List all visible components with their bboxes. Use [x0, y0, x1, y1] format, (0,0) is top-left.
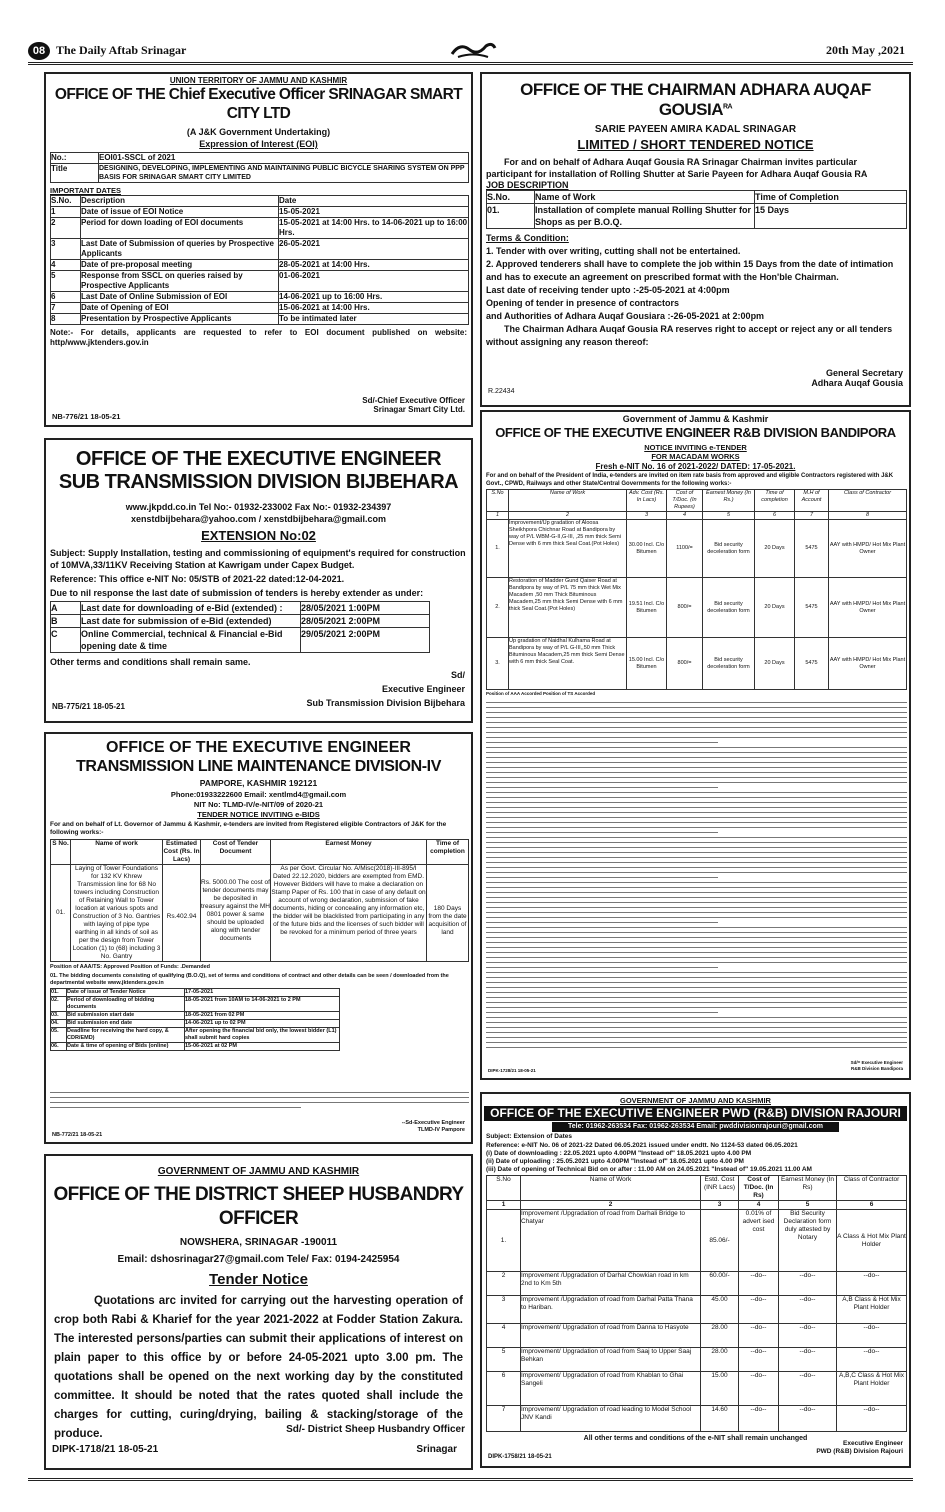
pampore-ad	[44, 732, 473, 1144]
bandipora-table: S.No Name of Work Adv. Cost (Rs. In Lacs) Cost of T/Doc. (In Rupees) Earnest Money (In Rs.) Time of completion M.H of Account Class of Contractor 1 2 3 4 5 6 7 8 1. Improvement/Up gradation of Aloosa Sheikhpora Chichnar Road at Bandipora by way of P/L WBM-G-II,G-III, ,25 mm thick Semi Dense with 6 mm thick Seal Coat.(Pot Holes) 30.00 Incl. C/o Bitumen 1100/= Bid security deceleration form 20 Days 5475 AAY with HMPD/ Hot Mix Plant Owner 2. Restoration of Madder Gund Qaiser Road at Bandipora by way of P/L 75 mm thick Wet Mix Macadem ,50 mm Thick Bituminous Macadem,25 mm thick Semi Dense with 6 mm thick Seal Coat.(Pot Holes) 19.51 Incl. C/o Bitumen 800/= Bid security deceleration form 20 Days 5475 AAY with HMPD/ Hot Mix Plant Owner 3. Up gradation of Naidhal Kulhama Road at Bandipora by way of P/L G-III,,50 mm Thick Bituminous Macadem,25 mm thick Semi Dense with 6 mm thick Seal Coat. 15.00 Incl. C/o Bitumen 800/= Bid security deceleration form 20 Days 5475 AAY with HMPD/ Hot Mix Plant Owner	[486, 489, 907, 690]
fine-print-line	[486, 1032, 907, 1033]
bandipora-title: OFFICE OF THE EXECUTIVE ENGINEER R&B DIVISION BANDIPORA	[495, 425, 896, 440]
table-row: 3 Last Date of Submission of queries by Prospective Applicants 26-05-2021	[51, 239, 469, 260]
smart-city-signature: Sd/-Chief Executive Officer Srinagar Smart City Ltd.	[362, 396, 465, 414]
fine-print-line	[486, 852, 907, 853]
fine-print-line	[486, 932, 907, 933]
terms-heading: Terms & Condition:	[486, 233, 569, 243]
fine-print-line	[486, 767, 907, 768]
pampore-table: S No. Name of work Estimated Cost (Rs. In Lacs) Cost of Tender Document Earnest Money Time of completion 01. Laying of Tower Foundations for 132 KV Khrew Transmission line for 68 No towers including Construction of Retaining Wall to Tower location at various spots and Construction of 3 No. Gantries with laying of pipe type earthing in all kinds of soil as per the design from Tower Location (1) to (68) including 3 No. Gantry Rs.402.94 Rs. 5000.00 The cost of tender documents may be deposited in treasury against the MH 0801 power & same should be uploaded along with tender documents As per Govt. Circular No. A/Misc(2018)-III-895/I Dated 22.12.2020, bidders are exempted from EMD. However Bidders will have to make a declaration on Stamp Paper of Rs. 100 that in case of any default on account of wrong declaration, submission of fake documents, hiding or concealing any information etc, the bidder will be blacklisted from participating in any of the future bids and the licenses of such bidder will be revoked for a minimum period of three years 180 Days from the date acquisition of land	[52, 840, 467, 960]
bijbehara-due: Due to nil response the last date of submission of tenders is hereby extender as under:	[50, 588, 424, 598]
col-date: Date	[279, 196, 469, 207]
auqaf-intro: For and on behalf of Adhara Auqaf Gousia RA Srinagar Chairman invites particular participant for installation of Rolling Shutter at Sarie Payeen for Adhara Auqaf Gousia RA	[486, 157, 868, 179]
fine-print-line	[486, 1012, 718, 1013]
sheep-title: OFFICE OF THE DISTRICT SHEEP HUSBANDRY OFFICER	[53, 1184, 464, 1229]
auqaf-table: S.No. Name of Work Time of Completion 01. Installation of complete manual Rolling Shutter for Shops as per B.O.Q. 15 Days	[486, 190, 907, 229]
table-row: A Last date for downloading of e-Bid (extended) : 28/05/2021 1:00PM	[51, 602, 430, 615]
auqaf-title: OFFICE OF THE CHAIRMAN ADHARA AUQAF $GOUSIA^{RA}$	[520, 80, 871, 119]
sheep-husbandry-ad	[44, 1154, 473, 1470]
ut-heading: UNION TERRITORY OF JAMMU AND KASHMIR	[169, 76, 348, 85]
no-label: No.:	[51, 153, 99, 164]
fine-print-line	[486, 747, 907, 748]
bijbehara-table	[50, 601, 430, 653]
table-row: 6 Improvement/ Upgradation of road from Khablan to Ghai Sangeli 15.00 --do-- --do-- A,B,C Class & Hot Mix Plant Holder	[487, 1372, 907, 1406]
sheep-email: Email: dshosrinagar27@gmail.com Tele/ Fax: 0194-2425954	[117, 1254, 400, 1265]
bandipora-position: Position of AAA Accorded Position of TS Accorded	[486, 691, 596, 696]
footer-rule	[28, 1478, 913, 1481]
bandipora-signature: Sd/= Executive Engineer R&B Division Bandipora	[850, 1060, 903, 1071]
table-row: 1. Improvement /Upgradation of road from Darhali Bridge to Chatyar 85.06/- 0.01% of advert ised cost Bid Security Declaration form duly attested by Notary A Class & Hot Mix Plant Holder	[487, 1210, 907, 1272]
title-label: Title	[51, 164, 99, 183]
bandipora-gov: Government of Jammu & Kashmir	[622, 414, 769, 424]
bijbehara-ad	[44, 438, 473, 723]
fine-print-line	[486, 807, 907, 808]
rajouri-other: All other terms and conditions of the e-NIT shall remain unchanged	[583, 1435, 808, 1442]
fine-print-line	[486, 967, 718, 968]
fine-print-line	[486, 702, 907, 703]
smart-city-ad	[44, 72, 473, 427]
rajouri-table: S.No Name of Work Estd. Cost (INR Lacs) Cost of T/Doc. (In Rs) Earnest Money (In Rs) Class of Contractor 1 2 3 4 5 6 1. Improvement /Upgradation of road from Darhali Bridge to Chatyar 85.06/- 0.01% of advert ised cost Bid Security Declaration form duly attested by Notary A Class & Hot Mix Plant Holder 2 Improvement /Upgradation of Darhal Chowkian road in km 2nd to Km 5th 60.00/- --do-- --do-- --do-- 3 Improvement /Upgradation of road from Darhal Patta Thana to Hariban. 45.00 --do-- --do-- A,B Class & Hot Mix Plant Holder 4 Improvement/ Upgradation of road from Danna to Hasyote 28.00 --do-- --do-- --do-- 5 Improvement/ Upgradation of road from Saaj to Upper Saaj Behkan 28.00 --do-- --do-- --do-- 6 Improvement/ Upgradation of road from Khablan to Ghai Sangeli 15.00 --do-- --do-- A,B,C Class & Hot Mix Plant Holder 7 Improvement/ Upgradation of road leading to Model School JNV Kandi 14.60 --do-- --do-- --do--	[486, 1175, 907, 1432]
pampore-title1: OFFICE OF THE EXECUTIVE ENGINEER	[106, 739, 411, 756]
bijbehara-title1: OFFICE OF THE EXECUTIVE ENGINEER	[75, 448, 442, 470]
fine-print-line	[486, 947, 907, 948]
rajouri-contact-bar	[552, 1122, 839, 1132]
eoi-header-table	[50, 152, 469, 183]
fine-print-line	[486, 872, 907, 873]
table-row: 3 Improvement /Upgradation of road from Darhal Patta Thana to Hariban. 45.00 --do-- --do-- A,B Class & Hot Mix Plant Holder	[487, 1296, 907, 1324]
fine-print-line	[486, 762, 907, 763]
bandipora-ad	[480, 410, 911, 1080]
table-row: 1. Improvement/Up gradation of Aloosa Sheikhpora Chichnar Road at Bandipora by way of P/L WBM-G-II,G-III, ,25 mm thick Semi Dense with 6 mm thick Seal Coat.(Pot Holes) 30.00 Incl. C/o Bitumen 1100/= Bid security deceleration form 20 Days 5475 AAY with HMPD/ Hot Mix Plant Owner	[487, 520, 907, 578]
fine-print-line	[486, 917, 907, 918]
fine-print-line	[486, 772, 907, 773]
fine-print-line	[486, 997, 907, 998]
page-header	[0, 0, 945, 64]
fine-print-line	[486, 992, 907, 993]
fine-print-line	[486, 812, 907, 813]
table-row: 01. Date of issue of Tender Notice 17-05-2021	[51, 989, 340, 997]
fine-print-line	[486, 982, 907, 983]
table-row: 7 Date of Opening of EOI 15-06-2021 at 14:00 Hrs.	[51, 303, 469, 314]
rajouri-signature: Executive Engineer PWD (R&B) Division Rajouri	[816, 1440, 903, 1455]
pampore-nit: NIT No: TLMD-IV/e-NIT/09 of 2020-21	[193, 800, 324, 809]
table-row: 5 Response from SSCL on queries raised by Prospective Applicants 01-06-2021	[51, 271, 469, 292]
fine-print-line	[486, 987, 907, 988]
rajouri-title-bar	[484, 1106, 907, 1121]
fine-print-line	[486, 1022, 907, 1023]
sheep-body: Quotations arc invited for carrying out the harvesting operation of crop both Rabi & Kharief for the year 2021-2022 at Fodder Station Zakura. The interested persons/parties can submit their applications of interest on plain paper to this office by or before 24-05-2021 upto 3.00 pm. The quotations shall be opened on the next working day by the constituted committee. It should be noted that the rates quoted shall include the charges for cutting, curing/drying, bailing & stacking/storage of the produce.	[54, 1295, 463, 1440]
rajouri-gov: GOVERNMENT OF JAMMU AND KASHMIR	[620, 1096, 771, 1105]
rajouri-contact: Tele: 01962-263534 Fax: 01962-263534 Email: pwddivisionrajouri@gmail.com	[568, 1123, 823, 1130]
rajouri-ref: DIPK-1758/21 18-05-21	[488, 1454, 552, 1460]
fine-print-line	[486, 1042, 907, 1043]
fine-print-line	[486, 752, 907, 753]
auqaf-sub2: LIMITED / SHORT TENDERED NOTICE	[577, 137, 814, 152]
fine-print-line	[486, 937, 907, 938]
fine-print-line	[486, 1027, 907, 1028]
important-dates-table	[50, 195, 469, 325]
fine-print-line	[486, 942, 907, 943]
smart-city-sub2: Expression of Interest (EOI)	[199, 139, 318, 149]
rajouri-dates: (i) Date of downloading : 22.05.2021 upto 4.00PM "Instead of" 18.05.2021 upto 4.00 PM (ii) Date of uploading : 25.05.2021 upto 4.00PM "Instead of" 18.05.2021 upto 4.00 PM (iii) Date of opening of Technical Bid on or after : 11.00 AM on 24.05.2021 "Instead of" 19.05.2021 11.00 AM	[486, 1150, 812, 1173]
table-row: 04. Bid submission end date 14-06-2021 up to 02 PM	[51, 1020, 340, 1028]
fine-print-line	[486, 737, 907, 738]
fine-print-line	[486, 857, 907, 858]
pampore-bid-note: 01. The bidding documents consisting of qualifying (B.O.Q), set of terms and conditions of contract and other details can be seen / downloaded from the departmental website www.jktenders.gov.in	[50, 973, 449, 986]
fine-print-line	[486, 882, 907, 883]
smart-city-ref: NB-776/21 18-05-21	[52, 412, 121, 421]
smart-city-title: OFFICE OF THE Chief Executive Officer SRINAGAR SMART CITY LTD	[54, 86, 463, 122]
table-row: 02. Period of downloading of bidding documents 18-05-2021 from 10AM to 14-06-2021 to 2 PM	[51, 997, 340, 1012]
sheep-addr: NOWSHERA, SRINAGAR -190011	[179, 1237, 338, 1248]
smart-city-sub1: (A J&K Government Undertaking)	[186, 127, 331, 137]
sheep-signature: Sd/- District Sheep Husbandry Officer	[286, 1424, 465, 1435]
fine-print-line	[486, 1037, 907, 1038]
fine-print-line	[486, 792, 907, 793]
table-row: 4 Date of pre-proposal meeting 28-05-2021 at 14:00 Hrs.	[51, 260, 469, 271]
rajouri-title: OFFICE OF THE EXECUTIVE ENGINEER PWD (R&B) DIVISION RAJOURI	[490, 1106, 901, 1120]
pampore-intro: For and on behalf of Lt. Governor of Jammu & Kashmir, e-tenders are invited from Registered eligible Contractors of J&K for the following works:-	[50, 821, 447, 836]
rajouri-subject: Subject: Extension of Dates	[486, 1133, 572, 1140]
auqaf-terms: 1. Tender with over writing, cutting shall not be entertained. 2. Approved tenderers shall have to complete the job within 15 Days from the date of intimation and has to execute an agreement on prescribed format with the Hon'ble Chairman. Last date of receiving tender upto :-25-05-2021 at 4:00pm Opening of tender in presence of contractors and Authorities of Adhara Auqaf Gousiara :-26-05-2021 at 2:00pm The Chairman Adhara Auqaf Gousia RA reserves right to accept or reject any or all tenders without assigning any reason thereof:	[486, 246, 894, 347]
fine-print-line	[486, 1002, 907, 1003]
table-row: 5 Improvement/ Upgradation of road from Saaj to Upper Saaj Behkan 28.00 --do-- --do-- --do--	[487, 1348, 907, 1372]
fine-print-line	[486, 1007, 907, 1008]
fine-print-line	[486, 887, 907, 888]
auqaf-ad	[480, 72, 911, 407]
fine-print-line	[486, 722, 907, 723]
pampore-signature: --Sd-Executive Engineer TLMD-IV Pampore	[401, 1120, 465, 1133]
bijbehara-subject: Subject: Supply Installation, testing and commissioning of equipment's required for construction of 10MVA,33/11KV Receiving Station at Kawrigam under Capex Budget.	[50, 548, 466, 570]
fine-print-line	[486, 757, 907, 758]
fine-print-line	[486, 712, 907, 713]
pampore-tender: TENDER NOTICE INVITING e-BIDS	[197, 810, 320, 819]
job-description: JOB DESCRIPTION	[486, 180, 569, 190]
fine-print-line	[486, 867, 907, 868]
fine-print-line	[486, 972, 907, 973]
auqaf-ref: R.22434	[488, 388, 515, 395]
bijbehara-title2: SUB TRANSMISSION DIVISION BIJBEHARA	[58, 471, 459, 493]
table-row: 2 Period for down loading of EOI documents 15-05-2021 at 14:00 Hrs. to 14-06-2021 up to 16:00 Hrs.	[51, 218, 468, 237]
fine-print-line	[486, 727, 907, 728]
bijbehara-reference: Reference: This office e-NIT No: 05/STB of 2021-22 dated:12-04-2021.	[50, 574, 345, 584]
pampore-position: Position of AAA/TS: Approved Position of Funds: .Demanded	[50, 964, 211, 970]
fine-print-line	[486, 797, 907, 798]
table-row: 2. Restoration of Madder Gund Qaiser Road at Bandipora by way of P/L 75 mm thick Wet Mix Macadem ,50 mm Thick Bituminous Macadem,25 mm thick Semi Dense with 6 mm thick Seal Coat.(Pot Holes) 19.51 Incl. C/o Bitumen 800/= Bid security deceleration form 20 Days 5475 AAY with HMPD/ Hot Mix Plant Owner	[487, 578, 907, 638]
fine-print-line	[486, 832, 718, 833]
fine-print-line	[486, 877, 718, 878]
pampore-fine-print	[50, 1092, 469, 1112]
header-rule	[28, 62, 913, 65]
table-row: B Last date for submission of e-Bid (extended) 28/05/2021 2:00PM	[51, 615, 430, 628]
bandipora-nit: Fresh e-NIT No. 16 of 2021-2022/ DATED: 17-05-2021.	[595, 462, 796, 471]
table-row: 4 Improvement/ Upgradation of road from Danna to Hasyote 28.00 --do-- --do-- --do--	[487, 1324, 907, 1348]
page-number: 08	[28, 42, 50, 60]
sheep-place: Srinagar	[416, 1444, 457, 1455]
fine-print-line	[486, 822, 907, 823]
table-row: 1 Date of issue of EOI Notice 15-05-2021	[51, 207, 469, 218]
fine-print-line	[486, 837, 907, 838]
bandipora-intro: For and on behalf of the President of India, e-tenders are invited on item rate basis from approved and eligible Contractors registered with J&K Govt., CPWD, Railways and other State/Central Governments for the following works:-	[486, 473, 894, 487]
fine-print-line	[486, 892, 907, 893]
extension-heading: EXTENSION No:02	[201, 528, 316, 543]
fine-print-line	[486, 927, 907, 928]
fine-print-line	[486, 922, 718, 923]
title-value: DESIGNING, DEVELOPING, IMPLEMENTING AND MAINTAINING PUBLIC BICYCLE SHARING SYSTEM ON PPP BASIS FOR SRINAGAR SMART CITY LIMITED	[99, 164, 469, 183]
sheep-notice: Tender Notice	[209, 1271, 308, 1288]
bijbehara-ref: NB-775/21 18-05-21	[52, 702, 125, 711]
fine-print-line	[486, 847, 907, 848]
fine-print-line	[486, 802, 907, 803]
bandipora-for: FOR MACADAM WORKS	[651, 452, 740, 461]
fine-print-line	[486, 782, 907, 783]
bandipora-notice: NOTICE INVITING e-TENDER	[644, 443, 747, 452]
eoi-note: Note:- For details, applicants are requested to refer to EOI document published on website: http/www.jktenders.gov.in	[50, 328, 467, 347]
table-row: 7 Improvement/ Upgradation of road leading to Model School JNV Kandi 14.60 --do-- --do-- --do--	[487, 1406, 907, 1432]
table-row: 8 Presentation by Prospective Applicants To be intimated later	[51, 314, 469, 325]
bijbehara-contact2: xenstdbijbehara@yahoo.com / xenstdbijbehara@gmail.com	[130, 514, 387, 524]
fine-print-line	[486, 907, 907, 908]
fine-print-line	[486, 912, 907, 913]
fine-print-line	[486, 1047, 907, 1048]
fine-print-line	[486, 742, 718, 743]
newspaper-name: The Daily Aftab Srinagar	[56, 43, 187, 57]
sheep-ref: DIPK-1718/21 18-05-21	[52, 1444, 159, 1455]
fine-print-line	[486, 962, 907, 963]
fine-print-line	[486, 862, 907, 863]
table-row: 01. Laying of Tower Foundations for 132 KV Khrew Transmission line for 68 No towers including Construction of Retaining Wall to Tower location at various spots and Construction of 3 No. Gantries with laying of pipe type earthing in all kinds of soil as per the design from Tower Location (1) to (68) including 3 No. Gantry Rs.402.94 Rs. 5000.00 The cost of tender documents may be deposited in treasury against the MH 0801 power & same should be uploaded along with tender documents As per Govt. Circular No. A/Misc(2018)-III-895/I Dated 22.12.2020, bidders are exempted from EMD. However Bidders will have to make a declaration on Stamp Paper of Rs. 100 that in case of any default on account of wrong declaration, submission of fake documents, hiding or concealing any information etc, the bidder will be blacklisted from participating in any of the future bids and the licenses of such bidder will be revoked for a minimum period of three years 180 Days from the date acquisition of land	[51, 865, 469, 962]
fine-print-line	[486, 902, 907, 903]
table-row: 01. Installation of complete manual Rolling Shutter for Shops as per B.O.Q. 15 Days	[487, 204, 907, 229]
table-row: 6 Last Date of Online Submission of EOI 14-06-2021 up to 16:00 Hrs.	[51, 292, 469, 303]
bijbehara-other: Other terms and conditions shall remain same.	[50, 657, 251, 667]
col-sno: S.No.	[51, 196, 81, 207]
fine-print-line	[486, 1017, 907, 1018]
fine-print-line	[486, 732, 907, 733]
issue-date: 20th May ,2021	[826, 43, 905, 57]
fine-print-line	[486, 707, 907, 708]
table-row: 06. Date & time of opening of Bids (online) 15-06-2021 at 02 PM	[51, 1043, 340, 1051]
pampore-phone: Phone:01933222600 Email: xentlmd4@gmail.com	[170, 790, 347, 799]
important-dates: IMPORTANT DATES	[50, 186, 121, 195]
fine-print-line	[486, 952, 907, 953]
pampore-title2: TRANSMISSION LINE MAINTENANCE DIVISION-IV	[76, 758, 441, 775]
table-row: 2 Improvement /Upgradation of Darhal Chowkian road in km 2nd to Km 5th 60.00/- --do-- --do-- --do--	[487, 1272, 907, 1296]
col-desc: Description	[81, 196, 279, 207]
fine-print-line	[486, 957, 907, 958]
table-row: 3. Up gradation of Naidhal Kulhama Road at Bandipora by way of P/L G-III,,50 mm Thick Bituminous Macadem,25 mm thick Semi Dense with 6 mm thick Seal Coat. 15.00 Incl. C/o Bitumen 800/= Bid security deceleration form 20 Days 5475 AAY with HMPD/ Hot Mix Plant Owner	[487, 638, 907, 690]
table-row: 05. Deadline for receiving the hard copy, & CDR/EMD) After opening the financial bid only, the lowest bidder (L1) shall submit hard copies	[51, 1028, 340, 1043]
rajouri-reference: Reference: e-NIT No. 06 of 2021-22 Dated 06.05.2021 issued under endtt. No 1124-53 dated 06.05.2021	[486, 1142, 798, 1149]
bandipora-ref: DIPK-1728/21 18-05-21	[488, 1068, 536, 1073]
bijbehara-signature: Sd/ Executive Engineer Sub Transmission Division Bijbehara	[306, 670, 465, 708]
bijbehara-contact1: www.jkpdd.co.in Tel No:- 01932-233002 Fax No:- 01932-234397	[125, 502, 392, 512]
bandipora-fine-print	[486, 702, 907, 1052]
no-value: EOI01-SSCL of 2021	[99, 153, 469, 164]
pampore-ref: NB-772/21 18-05-21	[52, 1132, 103, 1138]
fine-print-line	[486, 817, 907, 818]
sheep-gov: GOVERNMENT OF JAMMU AND KASHMIR	[157, 1166, 360, 1177]
fine-print-line	[486, 787, 718, 788]
table-row: 03. Bid submission start date 18-05-2021 from 02 PM	[51, 1012, 340, 1020]
fine-print-line	[486, 977, 907, 978]
auqaf-signature: General Secretary Adhara Auqaf Gousia	[811, 368, 903, 388]
fine-print-line	[486, 827, 907, 828]
fine-print-line	[486, 842, 907, 843]
table-row: C Online Commercial, technical & Financial e-Bid opening date & time 29/05/2021 2:00PM	[51, 628, 430, 653]
newspaper-logo-icon	[448, 38, 498, 60]
fine-print-line	[486, 717, 907, 718]
fine-print-line	[486, 777, 907, 778]
pampore-schedule	[50, 988, 340, 1051]
auqaf-sub1: SARIE PAYEEN AMIRA KADAL SRINAGAR	[594, 124, 797, 135]
pampore-addr: PAMPORE, KASHMIR 192121	[199, 778, 318, 788]
fine-print-line	[486, 897, 907, 898]
rajouri-ad	[480, 1092, 911, 1468]
